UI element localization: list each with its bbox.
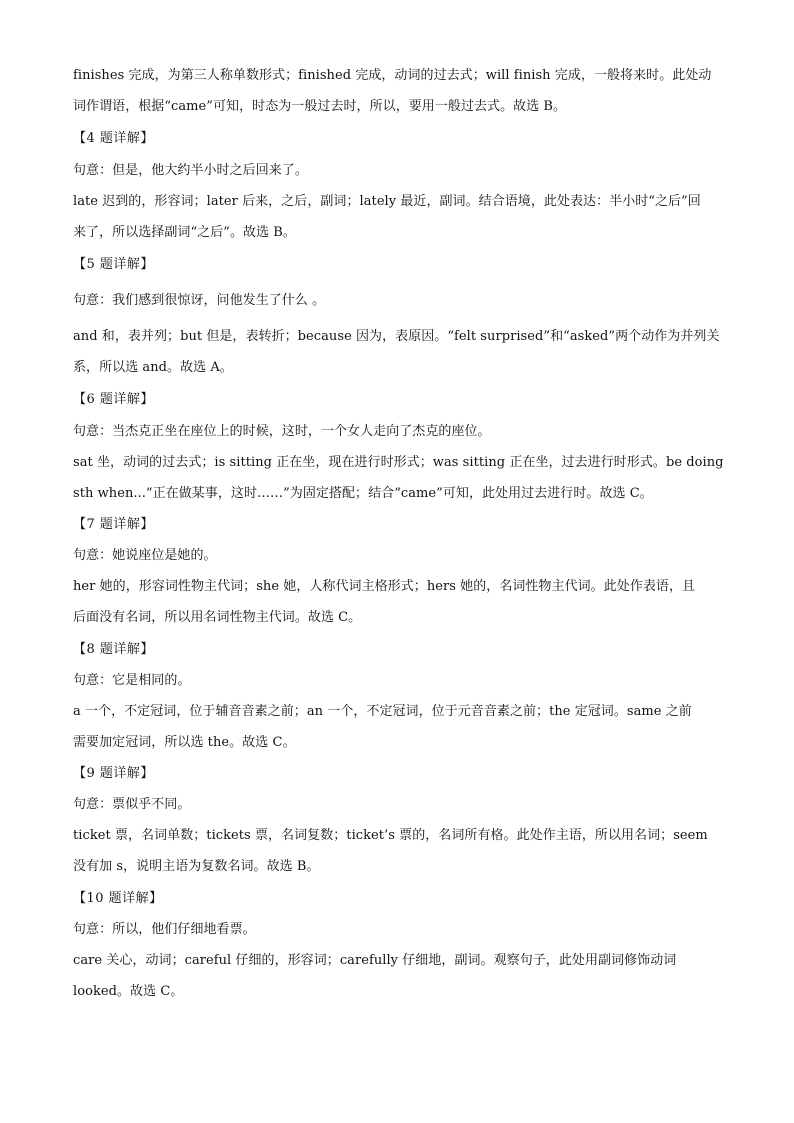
text-line: finishes 完成，为第三人称单数形式；finished 完成，动词的过去式；will finish 完成，一般将来时。此处动 bbox=[73, 68, 712, 83]
section-heading: 【6 题详解】 bbox=[73, 392, 154, 407]
section-heading: 【5 题详解】 bbox=[73, 257, 154, 272]
text-line: 句意：当杰克正坐在座位上的时候，这时，一个女人走向了杰克的座位。 bbox=[73, 424, 491, 439]
section-heading: 【9 题详解】 bbox=[73, 766, 154, 781]
section-heading: 【10 题详解】 bbox=[73, 891, 163, 906]
text-line: 后面没有名词，所以用名词性物主代词。故选 C。 bbox=[73, 610, 362, 625]
text-line: 没有加 s，说明主语为复数名词。故选 B。 bbox=[73, 859, 320, 874]
text-line: 句意：但是，他大约半小时之后回来了。 bbox=[73, 163, 308, 178]
text-line: 词作谓语，根据“came”可知，时态为一般过去时，所以，要用一般过去式。故选 B。 bbox=[73, 99, 567, 114]
text-line: 句意：所以，他们仔细地看票。 bbox=[73, 922, 256, 937]
text-line: 句意：票似乎不同。 bbox=[73, 797, 191, 812]
text-line: sth when...“正在做某事，这时……”为固定搭配；结合“came”可知，此处用过去进行时。故选 C。 bbox=[73, 486, 653, 501]
text-line: sat 坐，动词的过去式；is sitting 正在坐，现在进行时形式；was sitting 正在坐，过去进行时形式。be doing bbox=[73, 455, 724, 470]
text-line: 来了，所以选择副词“之后”。故选 B。 bbox=[73, 225, 296, 240]
text-line: her 她的，形容词性物主代词；she 她，人称代词主格形式；hers 她的，名词性物主代词。此处作表语，且 bbox=[73, 579, 696, 594]
section-heading: 【4 题详解】 bbox=[73, 131, 154, 146]
text-line: 需要加定冠词，所以选 the。故选 C。 bbox=[73, 735, 296, 750]
text-line: looked。故选 C。 bbox=[73, 984, 184, 999]
text-line: 句意：她说座位是她的。 bbox=[73, 548, 217, 563]
text-line: ticket 票，名词单数；tickets 票，名词复数；ticket’s 票的，名词所有格。此处作主语，所以用名词；seem bbox=[73, 828, 708, 843]
text-line: care 关心，动词；careful 仔细的，形容词；carefully 仔细地，副词。观察句子，此处用副词修饰动词 bbox=[73, 953, 677, 968]
text-line: late 迟到的，形容词；later 后来，之后，副词；lately 最近，副词。结合语境，此处表达：半小时“之后”回 bbox=[73, 194, 701, 209]
text-line: 系，所以选 and。故选 A。 bbox=[73, 360, 233, 375]
text-line: 句意：它是相同的。 bbox=[73, 673, 191, 688]
section-heading: 【8 题详解】 bbox=[73, 642, 154, 657]
section-heading: 【7 题详解】 bbox=[73, 517, 154, 532]
text-line: a 一个，不定冠词，位于辅音音素之前；an 一个，不定冠词，位于元音音素之前；the 定冠词。same 之前 bbox=[73, 704, 692, 719]
text-line: 句意：我们感到很惊讶，问他发生了什么 。 bbox=[73, 293, 326, 308]
text-line: and 和，表并列；but 但是，表转折；because 因为，表原因。“felt surprised”和“asked”两个动作为并列关 bbox=[73, 329, 720, 344]
